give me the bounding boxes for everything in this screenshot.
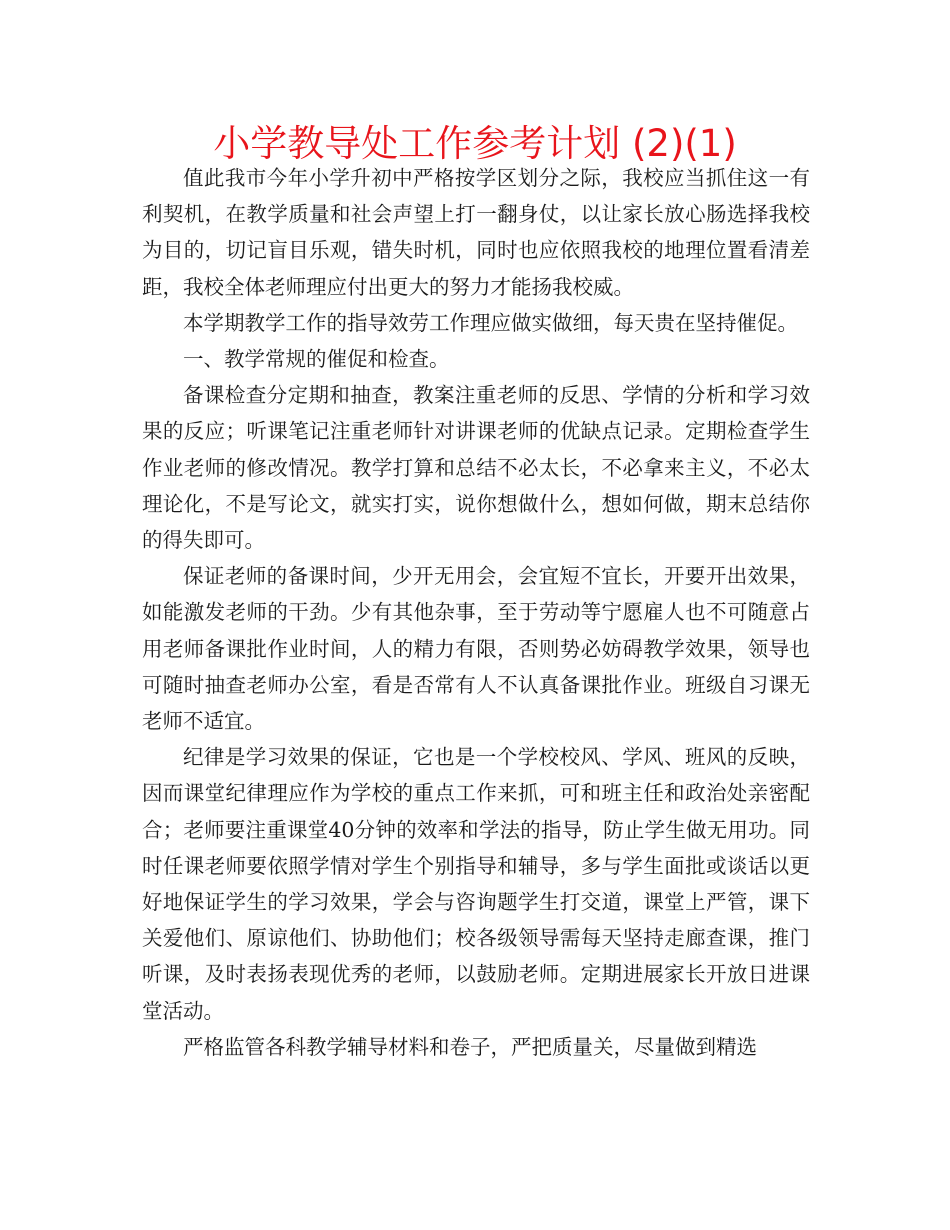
paragraph: 严格监管各科教学辅导材料和卷子，严把质量关，尽量做到精选	[183, 1034, 757, 1059]
paragraph: 值此我市今年小学升初中严格按学区划分之际，我校应当抓住这一有利契机，在教学质量和社会声望上打一翻身仗，以让家长放心肠选择我校为目的，切记盲目乐观，错失时机，同时也应依照我校的地理位置看清差距，我校全体老师理应付出更大的努力才能扬我校威。	[142, 166, 810, 299]
section-heading: 一、教学常规的催促和检查。	[183, 347, 450, 372]
document-body	[142, 160, 810, 1065]
document-title: 小学教导处工作参考计划 (2)(1)	[213, 122, 737, 165]
paragraph: 备课检查分定期和抽查，教案注重老师的反思、学情的分析和学习效果的反应；听课笔记注重老师针对讲课老师的优缺点记录。定期检查学生作业老师的修改情况。教学打算和总结不必太长，不必拿来主义，不必太理论化，不是写论文，就实打实，说你想做什么，想如何做，期末总结你的得失即可。	[142, 383, 810, 553]
paragraph: 本学期教学工作的指导效劳工作理应做实做细，每天贵在坚持催促。	[183, 310, 798, 335]
paragraph: 纪律是学习效果的保证，它也是一个学校校风、学风、班风的反映，因而课堂纪律理应作为学校的重点工作来抓，可和班主任和政治处亲密配合；老师要注重课堂40分钟的效率和学法的指导，防止学生做无用功。同时任课老师要依照学情对学生个别指导和辅导，多与学生面批或谈话以更好地保证学生的学习效果，学会与咨询题学生打交道，课堂上严管，课下关爱他们、原谅他们、协助他们；校各级领导需每天坚持走廊查课，推门听课，及时表扬表现优秀的老师，以鼓励老师。定期进展家长开放日进课堂活动。	[142, 745, 810, 1023]
paragraph: 保证老师的备课时间，少开无用会，会宜短不宜长，开要开出效果，如能激发老师的干劲。少有其他杂事，至于劳动等宁愿雇人也不可随意占用老师备课批作业时间，人的精力有限，否则势必妨碍教学效果，领导也可随时抽查老师办公室，看是否常有人不认真备课批作业。班级自习课无老师不适宜。	[142, 564, 810, 734]
